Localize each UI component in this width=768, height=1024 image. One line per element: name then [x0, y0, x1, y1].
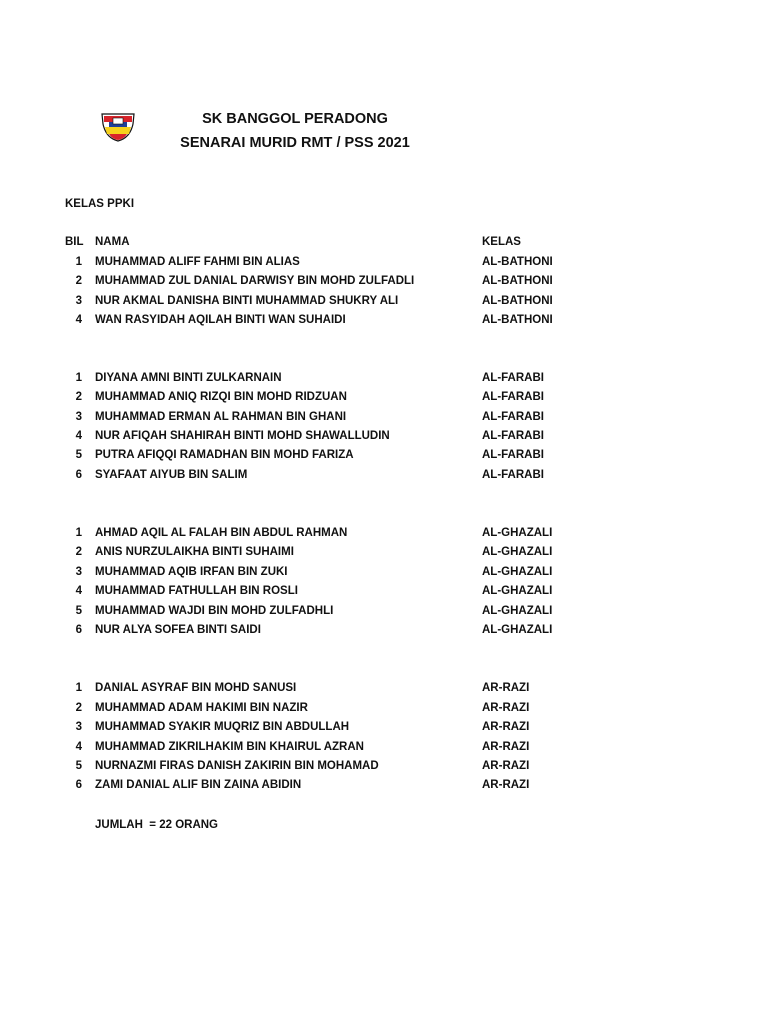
row-bil: 3 [75, 411, 82, 423]
row-bil: 5 [75, 760, 82, 772]
row-kelas: AL-GHAZALI [482, 585, 553, 597]
row-bil: 2 [75, 391, 82, 403]
row-bil: 5 [75, 605, 82, 617]
row-bil: 3 [75, 721, 82, 733]
row-nama: MUHAMMAD ANIQ RIZQI BIN MOHD RIDZUAN [95, 391, 347, 403]
row-bil: 4 [75, 314, 82, 326]
row-kelas: AL-FARABI [482, 449, 544, 461]
row-nama: AHMAD AQIL AL FALAH BIN ABDUL RAHMAN [95, 527, 348, 539]
table-row [0, 372, 768, 391]
row-kelas: AL-GHAZALI [482, 605, 553, 617]
row-nama: MUHAMMAD AQIB IRFAN BIN ZUKI [95, 566, 288, 578]
row-nama: NUR AKMAL DANISHA BINTI MUHAMMAD SHUKRY ALI [95, 295, 399, 307]
table-row [0, 741, 768, 760]
table-row [0, 256, 768, 275]
row-bil: 2 [75, 275, 82, 287]
table-row [0, 779, 768, 798]
row-kelas: AR-RAZI [482, 760, 530, 772]
row-bil: 1 [75, 527, 82, 539]
table-row [0, 624, 768, 643]
row-kelas: AR-RAZI [482, 741, 530, 753]
row-nama: ZAMI DANIAL ALIF BIN ZAINA ABIDIN [95, 779, 302, 791]
column-header-kelas: KELAS [482, 236, 521, 248]
row-nama: MUHAMMAD ZUL DANIAL DARWISY BIN MOHD ZULFADLI [95, 275, 415, 287]
total-count: JUMLAH = 22 ORANG [95, 819, 219, 831]
row-nama: MUHAMMAD WAJDI BIN MOHD ZULFADHLI [95, 605, 334, 617]
table-row [0, 566, 768, 585]
row-kelas: AL-BATHONI [482, 256, 553, 268]
school-name: SK BANGGOL PERADONG [202, 111, 388, 127]
row-kelas: AL-GHAZALI [482, 546, 553, 558]
row-nama: MUHAMMAD ERMAN AL RAHMAN BIN GHANI [95, 411, 347, 423]
row-kelas: AL-BATHONI [482, 275, 553, 287]
row-kelas: AL-FARABI [482, 372, 544, 384]
row-bil: 4 [75, 430, 82, 442]
row-nama: NUR AFIQAH SHAHIRAH BINTI MOHD SHAWALLUDIN [95, 430, 390, 442]
table-row [0, 546, 768, 565]
row-bil: 6 [75, 624, 82, 636]
row-nama: MUHAMMAD SYAKIR MUQRIZ BIN ABDULLAH [95, 721, 350, 733]
row-bil: 5 [75, 449, 82, 461]
row-nama: DANIAL ASYRAF BIN MOHD SANUSI [95, 682, 297, 694]
row-kelas: AR-RAZI [482, 721, 530, 733]
table-row [0, 682, 768, 701]
table-row [0, 702, 768, 721]
row-nama: MUHAMMAD FATHULLAH BIN ROSLI [95, 585, 298, 597]
table-row [0, 585, 768, 604]
row-nama: DIYANA AMNI BINTI ZULKARNAIN [95, 372, 282, 384]
table-row [0, 314, 768, 333]
document-title: SENARAI MURID RMT / PSS 2021 [180, 135, 410, 151]
row-bil: 6 [75, 469, 82, 481]
table-row [0, 469, 768, 488]
row-bil: 1 [75, 372, 82, 384]
row-bil: 1 [75, 256, 82, 268]
row-bil: 2 [75, 546, 82, 558]
column-header-bil: BIL [65, 236, 84, 248]
table-row [0, 275, 768, 294]
school-crest-icon [100, 110, 136, 142]
table-row [0, 411, 768, 430]
row-bil: 3 [75, 295, 82, 307]
row-bil: 4 [75, 741, 82, 753]
row-kelas: AL-GHAZALI [482, 527, 553, 539]
table-row [0, 721, 768, 740]
row-kelas: AL-BATHONI [482, 314, 553, 326]
table-row [0, 605, 768, 624]
row-nama: PUTRA AFIQQI RAMADHAN BIN MOHD FARIZA [95, 449, 354, 461]
row-bil: 3 [75, 566, 82, 578]
row-kelas: AL-FARABI [482, 430, 544, 442]
row-nama: ANIS NURZULAIKHA BINTI SUHAIMI [95, 546, 294, 558]
row-nama: MUHAMMAD ZIKRILHAKIM BIN KHAIRUL AZRAN [95, 741, 364, 753]
row-kelas: AL-GHAZALI [482, 566, 553, 578]
table-row [0, 430, 768, 449]
row-bil: 4 [75, 585, 82, 597]
table-row [0, 527, 768, 546]
row-kelas: AL-FARABI [482, 411, 544, 423]
row-nama: NUR ALYA SOFEA BINTI SAIDI [95, 624, 261, 636]
row-kelas: AL-FARABI [482, 469, 544, 481]
row-nama: WAN RASYIDAH AQILAH BINTI WAN SUHAIDI [95, 314, 346, 326]
crest-red-lower [109, 134, 127, 140]
row-kelas: AL-BATHONI [482, 295, 553, 307]
row-kelas: AL-FARABI [482, 391, 544, 403]
column-header-nama: NAMA [95, 236, 130, 248]
crest-yellow-band [105, 127, 131, 134]
table-row [0, 391, 768, 410]
crest-book [113, 118, 123, 124]
table-row [0, 760, 768, 779]
row-kelas: AL-GHAZALI [482, 624, 553, 636]
row-kelas: AR-RAZI [482, 779, 530, 791]
row-nama: NURNAZMI FIRAS DANISH ZAKIRIN BIN MOHAMAD [95, 760, 379, 772]
table-row [0, 295, 768, 314]
row-bil: 1 [75, 682, 82, 694]
section-label: KELAS PPKI [65, 198, 135, 210]
row-kelas: AR-RAZI [482, 682, 530, 694]
row-bil: 6 [75, 779, 82, 791]
row-nama: MUHAMMAD ALIFF FAHMI BIN ALIAS [95, 256, 300, 268]
row-nama: MUHAMMAD ADAM HAKIMI BIN NAZIR [95, 702, 308, 714]
row-kelas: AR-RAZI [482, 702, 530, 714]
row-nama: SYAFAAT AIYUB BIN SALIM [95, 469, 248, 481]
table-row [0, 449, 768, 468]
row-bil: 2 [75, 702, 82, 714]
